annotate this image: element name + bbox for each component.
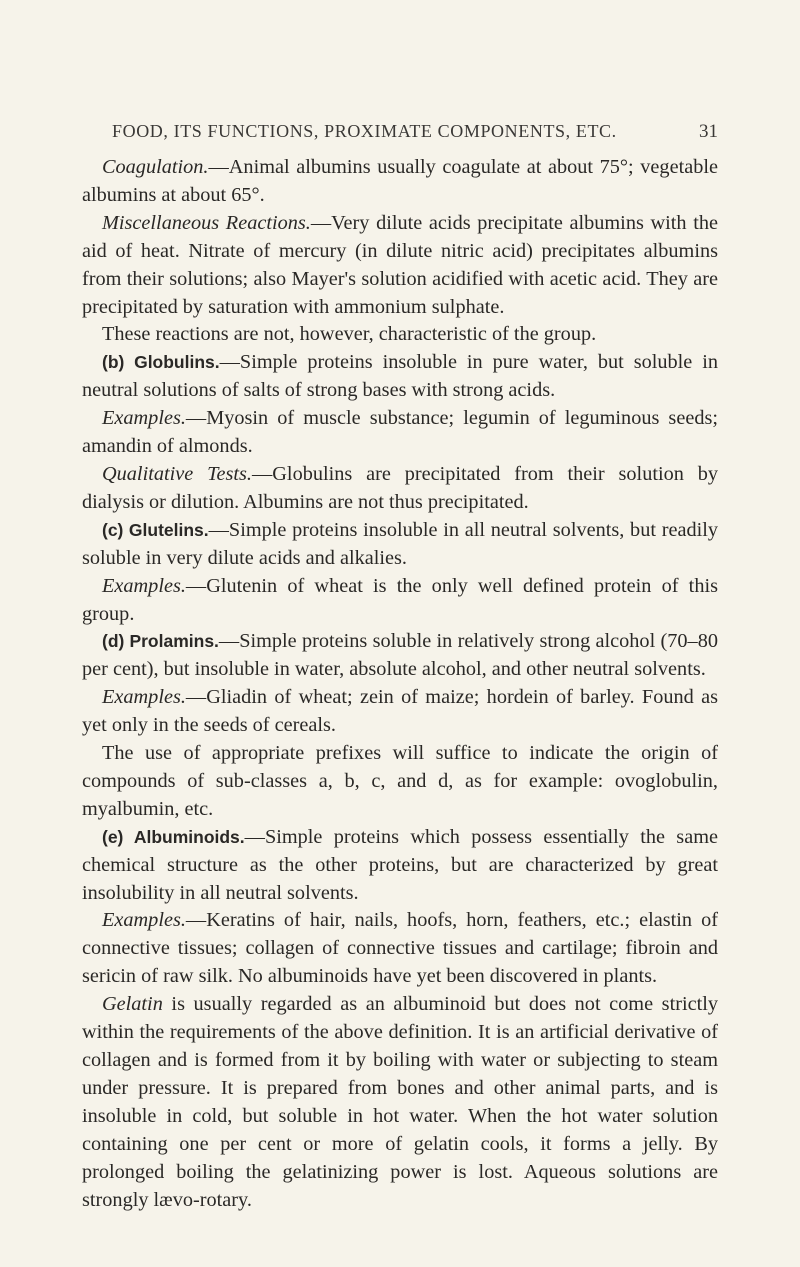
- paragraph-prolamins-examples: [82, 684, 718, 740]
- paragraph-term: (c) Glutelins.: [102, 519, 209, 540]
- paragraph-globulins: [82, 349, 718, 405]
- paragraph-text: —Gliadin of wheat; zein of maize; hordein of barley. Found as yet only in the seeds of cereals.: [82, 686, 718, 737]
- paragraph-term: Miscellaneous Reactions.: [102, 211, 311, 234]
- paragraph-term: Examples.: [102, 407, 186, 430]
- paragraph-albuminoids: [82, 824, 718, 908]
- paragraph-text: —Keratins of hair, nails, hoofs, horn, feathers, etc.; elastin of connective tissues; collagen of connective tissues and cartilage; fibroin and sericin of raw silk. No albuminoids have yet been discovered in plants.: [82, 909, 718, 988]
- paragraph-term: (e) Albuminoids.: [102, 826, 245, 847]
- paragraph-term: (d) Prolamins.: [102, 631, 219, 652]
- paragraph-text: —Animal albumins usually coagulate at about 75°; vegetable albumins at about 65°.: [82, 156, 718, 206]
- paragraph-text: These reactions are not, however, characteristic of the group.: [102, 323, 597, 346]
- paragraph-term: Examples.: [102, 574, 186, 597]
- paragraph-reactions-note: [82, 321, 718, 349]
- paragraph-globulins-examples: [82, 405, 718, 461]
- paragraph-text: —Simple proteins insoluble in pure water, but soluble in neutral solutions of salts of strong bases with strong acids.: [82, 351, 718, 402]
- paragraph-text: —Very dilute acids precipitate albumins with the aid of heat. Nitrate of mercury (in dilute nitric acid) precipitates albumins from their solutions; also Mayer's solution acidified with acetic acid. They are precipitated by saturation with ammonium sulphate.: [82, 211, 718, 318]
- running-title: FOOD, ITS FUNCTIONS, PROXIMATE COMPONENTS, ETC.: [112, 121, 617, 141]
- paragraph-text: —Globulins are precipitated from their solution by dialysis or dilution. Albumins are not thus precipitated.: [82, 462, 718, 513]
- paragraph-glutelins-examples: [82, 573, 718, 629]
- paragraph-qualitative-tests: [82, 461, 718, 517]
- paragraph-term: Gelatin: [102, 993, 163, 1016]
- paragraph-text: —Myosin of muscle substance; legumin of leguminous seeds; amandin of almonds.: [82, 407, 718, 458]
- page-number: 31: [699, 121, 718, 142]
- paragraph-miscellaneous-reactions: [82, 210, 718, 322]
- paragraph-term: Examples.: [102, 686, 186, 709]
- paragraph-term: Coagulation.: [102, 156, 209, 178]
- running-head: [0, 121, 800, 145]
- paragraph-text: is usually regarded as an albuminoid but does not come strictly within the requirements of the above definition. It is an artificial derivative of collagen and is formed from it by boiling with water or subjecting to steam under pressure. It is prepared from bones and other animal parts, and is insoluble in cold, but soluble in hot water. When the hot water solution containing one per cent or more of gelatin cools, it forms a jelly. By prolonged boiling the gelatinizing power is lost. Aqueous solutions are strongly lævo-rotary.: [82, 993, 718, 1211]
- body-text: [82, 154, 718, 1214]
- paragraph-text: —Glutenin of wheat is the only well defined protein of this group.: [82, 574, 718, 625]
- paragraph-prolamins: [82, 628, 718, 684]
- paragraph-glutelins: [82, 517, 718, 573]
- paragraph-text: —Simple proteins insoluble in all neutral solvents, but readily soluble in very dilute acids and alkalies.: [82, 518, 719, 569]
- paragraph-albuminoids-examples: [82, 907, 718, 991]
- paragraph-prefixes: [82, 740, 718, 824]
- paragraph-term: (b) Globulins.: [102, 352, 220, 373]
- paragraph-gelatin: [82, 991, 718, 1214]
- paragraph-term: Examples.: [102, 909, 186, 932]
- paragraph-text: —Simple proteins which possess essentially the same chemical structure as the other proteins, but are characterized by great insolubility in all neutral solvents.: [82, 825, 718, 904]
- paragraph-term: Qualitative Tests.: [102, 462, 252, 485]
- paragraph-coagulation: [82, 154, 718, 210]
- paragraph-text: The use of appropriate prefixes will suffice to indicate the origin of compounds of sub-classes a, b, c, and d, as for example: ovoglobulin, myalbumin, etc.: [82, 742, 718, 820]
- paragraph-text: —Simple proteins soluble in relatively strong alcohol (70–80 per cent), but insoluble in water, absolute alcohol, and other neutral solvents.: [82, 630, 718, 681]
